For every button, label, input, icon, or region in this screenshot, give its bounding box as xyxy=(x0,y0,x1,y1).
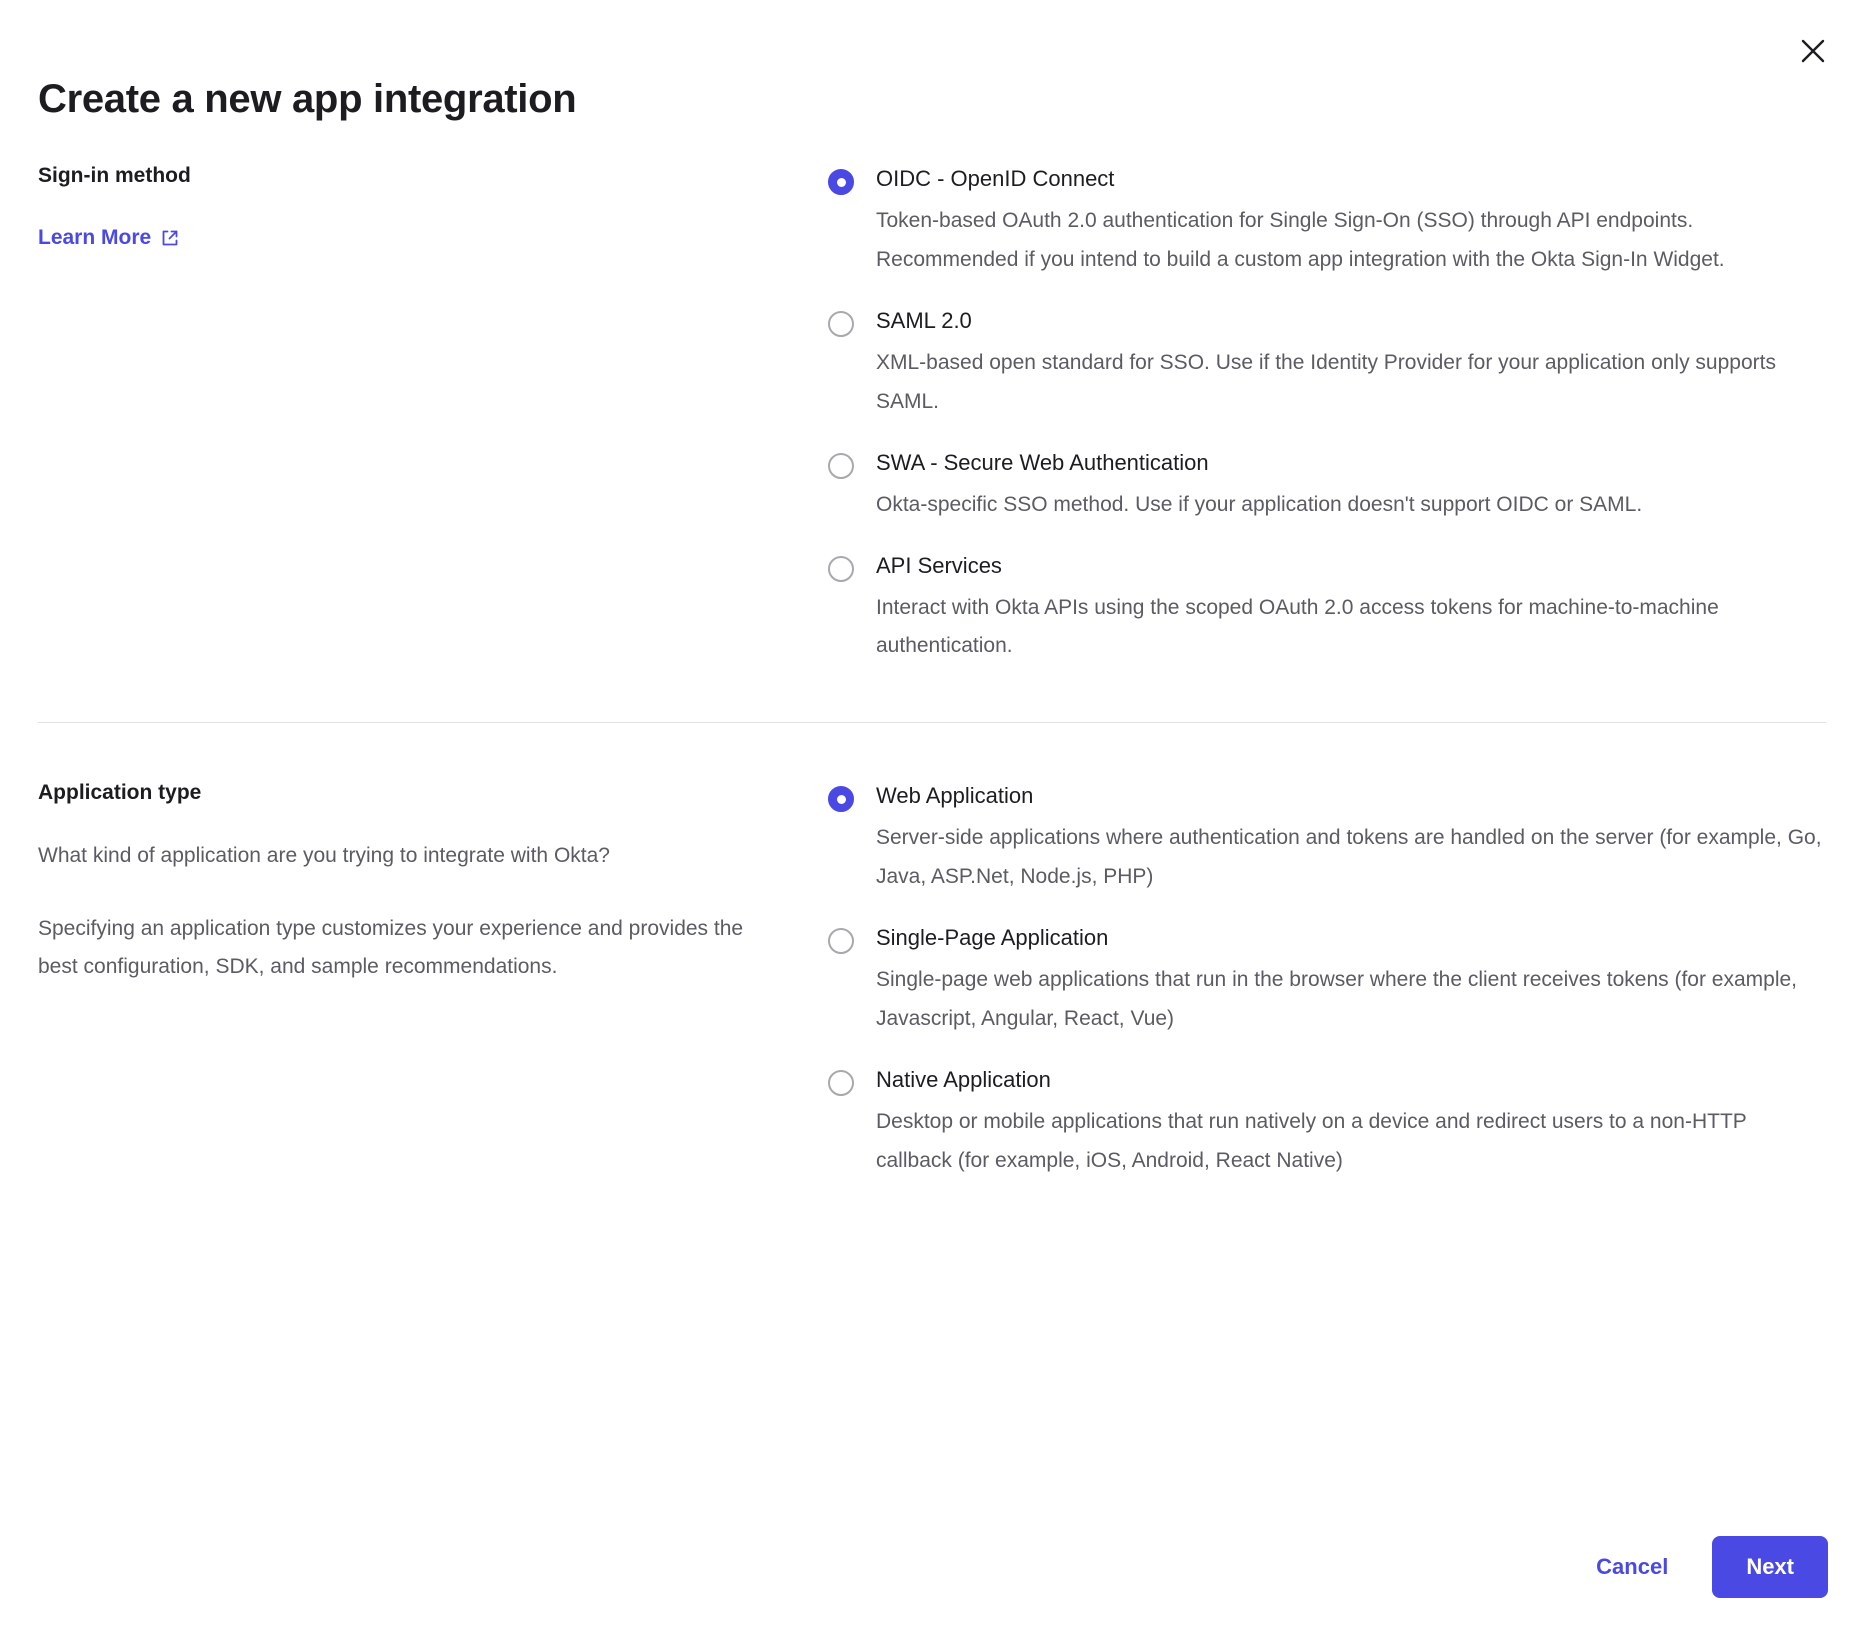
signin-option-api-services[interactable] xyxy=(828,549,1828,667)
application-type-left xyxy=(38,777,828,1180)
signin-option-oidc[interactable] xyxy=(828,162,1828,280)
apptype-option-native-desc: Desktop or mobile applications that run natively on a device and redirect users to a non-HTTP callback (for example, iOS, Android, React Native) xyxy=(876,1109,1747,1172)
apptype-option-web-title: Web Application xyxy=(876,783,1034,809)
radio-icon-api-services[interactable] xyxy=(828,556,854,582)
signin-method-label: Sign-in method xyxy=(38,164,191,187)
application-type-label: Application type xyxy=(38,781,202,805)
signin-option-oidc-desc: Token-based OAuth 2.0 authentication for Single Sign-On (SSO) through API endpoints. Recommended if you intend to build a custom app integration with the Okta Sign-In Widget. xyxy=(876,209,1725,271)
signin-option-oidc-title: OIDC - OpenID Connect xyxy=(876,166,1115,191)
close-icon[interactable] xyxy=(1790,28,1836,74)
signin-option-swa-desc: Okta-specific SSO method. Use if your application doesn't support OIDC or SAML. xyxy=(876,492,1643,516)
signin-option-api-services-body xyxy=(876,549,1828,667)
apptype-option-web-body xyxy=(876,779,1828,897)
signin-method-section xyxy=(36,160,1828,666)
apptype-option-native-title: Native Application xyxy=(876,1066,1051,1092)
signin-option-api-services-title: API Services xyxy=(876,552,1002,578)
application-type-helper-1: What kind of application are you trying to integrate with Okta? xyxy=(38,843,610,867)
application-type-helper-2: Specifying an application type customizes your experience and provides the best configuration, SDK, and sample recommendations. xyxy=(38,916,744,979)
apptype-option-spa[interactable] xyxy=(828,921,1828,1039)
apptype-option-web[interactable] xyxy=(828,779,1828,897)
apptype-option-native-body xyxy=(876,1063,1828,1181)
radio-icon-single-page-application[interactable] xyxy=(828,928,854,954)
radio-icon-native-application[interactable] xyxy=(828,1070,854,1096)
signin-method-left xyxy=(38,160,828,666)
radio-icon-web-application[interactable] xyxy=(828,786,854,812)
signin-option-saml[interactable] xyxy=(828,304,1828,422)
application-type-section xyxy=(36,777,1828,1180)
signin-option-api-services-desc: Interact with Okta APIs using the scoped OAuth 2.0 access tokens for machine-to-machine authentication. xyxy=(876,595,1719,658)
radio-icon-saml[interactable] xyxy=(828,311,854,337)
radio-icon-oidc[interactable] xyxy=(828,169,854,195)
learn-more-label: Learn More xyxy=(38,225,152,249)
external-link-icon xyxy=(160,228,180,248)
dialog-footer xyxy=(1580,1536,1828,1598)
apptype-option-native[interactable] xyxy=(828,1063,1828,1181)
cancel-button[interactable]: Cancel xyxy=(1580,1540,1684,1594)
radio-icon-swa[interactable] xyxy=(828,453,854,479)
signin-option-oidc-body xyxy=(876,162,1828,280)
application-type-options xyxy=(828,777,1828,1180)
signin-option-saml-body xyxy=(876,304,1828,422)
next-button[interactable]: Next xyxy=(1712,1536,1828,1598)
signin-method-options xyxy=(828,160,1828,666)
apptype-option-spa-body xyxy=(876,921,1828,1039)
apptype-option-spa-title: Single-Page Application xyxy=(876,925,1109,951)
close-icon-glyph xyxy=(1799,37,1827,65)
signin-option-swa[interactable] xyxy=(828,446,1828,525)
page-title: Create a new app integration xyxy=(38,77,577,121)
signin-option-swa-title: SWA - Secure Web Authentication xyxy=(876,449,1209,475)
section-divider xyxy=(38,722,1826,723)
signin-option-swa-body xyxy=(876,446,1828,525)
signin-option-saml-desc: XML-based open standard for SSO. Use if the Identity Provider for your application only supports SAML. xyxy=(876,350,1776,413)
signin-option-saml-title: SAML 2.0 xyxy=(876,307,972,333)
apptype-option-spa-desc: Single-page web applications that run in the browser where the client receives tokens (for example, Javascript, Angular, React, Vue) xyxy=(876,968,1797,1030)
apptype-option-web-desc: Server-side applications where authentication and tokens are handled on the server (for example, Go, Java, ASP.Net, Node.js, PHP) xyxy=(876,826,1822,889)
learn-more-link[interactable] xyxy=(38,226,180,250)
